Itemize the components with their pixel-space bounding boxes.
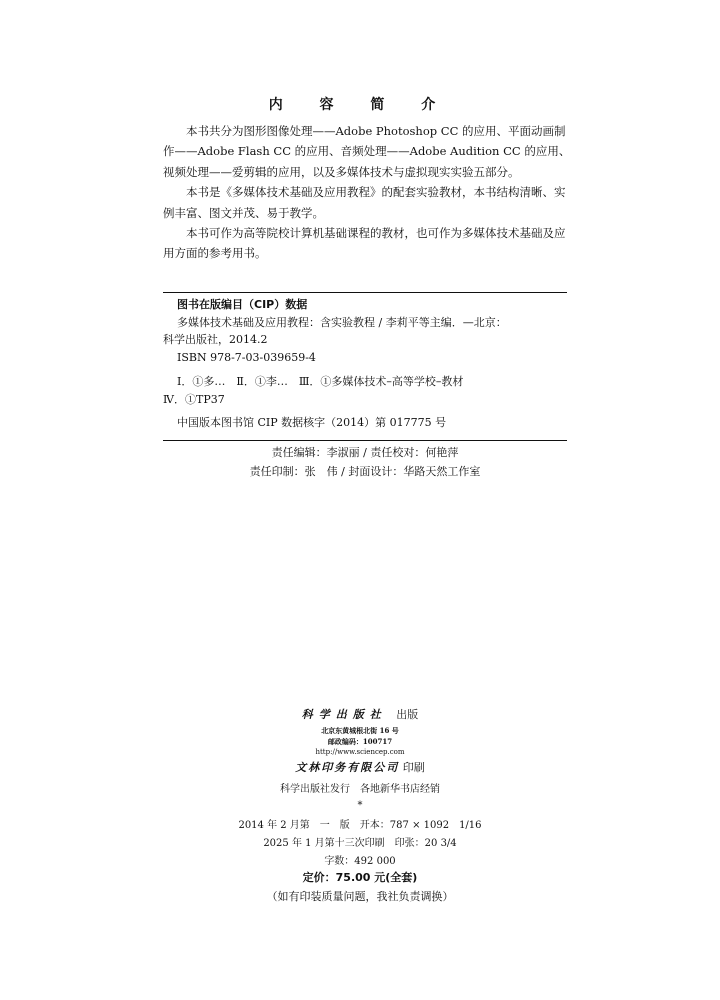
edition-line: 2014 年 2 月第 一 版 开本：787 × 1092 1/16 [238, 820, 482, 831]
publisher-address: 北京东黄城根北街 16 号 [321, 726, 399, 735]
page-title: 内 容 简 介 [268, 97, 452, 113]
cip-block [163, 296, 567, 432]
cip-heading: 图书在版编目（CIP）数据 [177, 298, 308, 311]
price: 定价：75.00 元(全套) [302, 871, 418, 884]
credits-line-editor: 责任编辑：李淑丽 / 责任校对：何艳萍 [271, 446, 459, 459]
cip-classification: Ⅰ．①多… Ⅱ．①李… Ⅲ．①多媒体技术–高等学校–教材 [177, 375, 464, 388]
cip-bottom-rule [163, 440, 567, 441]
intro-paragraph: 本书可作为高等院校计算机基础课程的教材，也可作为多媒体技术基础及应用方面的参考用书。 [163, 226, 566, 261]
publisher-logo-text: 科学出版社 [301, 708, 387, 721]
introduction [163, 121, 573, 264]
publisher-suffix: 出版 [396, 708, 419, 721]
publisher-url: http://www.sciencep.com [315, 748, 405, 756]
cip-number: 中国版本图书馆 CIP 数据核字（2014）第 017775 号 [177, 416, 447, 429]
cip-title-line: 多媒体技术基础及应用教程：含实验教程 / 李莉平等主编．—北京： [177, 315, 507, 329]
printer-suffix: 印刷 [402, 761, 425, 774]
cip-classification-2: Ⅳ．①TP37 [163, 392, 225, 406]
separator-star: * [357, 800, 363, 811]
printing-line: 2025 年 1 月第十三次印刷 印张：20 3/4 [263, 838, 457, 849]
printer-logo-text: 文林印务有限公司 [295, 761, 400, 774]
intro-paragraph: 本书是《多媒体技术基础及应用教程》的配套实验教材，本书结构清晰、实例丰富、图文并茂、易于教学。 [163, 185, 566, 220]
publisher-postcode: 邮政编码：100717 [327, 737, 393, 746]
return-note: （如有印装质量问题，我社负责调换） [266, 890, 454, 903]
cip-isbn: ISBN 978-7-03-039659-4 [177, 350, 316, 364]
intro-paragraph: 本书共分为图形图像处理——Adobe Photoshop CC 的应用、平面动画制作——Adobe Flash CC 的应用、音频处理——Adobe Audition CC 的应用、视频处理——爱剪辑的应用，以及多媒体技术与虚拟现实实验五部分。 [163, 124, 571, 179]
printer-line [0, 759, 720, 775]
publisher-line [0, 706, 720, 722]
cip-top-rule [163, 292, 567, 293]
word-count: 字数：492 000 [324, 856, 396, 867]
distribution-line: 科学出版社发行 各地新华书店经销 [280, 784, 440, 795]
credits-line-printing: 责任印制：张 伟 / 封面设计：华路天然工作室 [249, 465, 481, 478]
cip-publisher-line: 科学出版社，2014.2 [163, 333, 268, 346]
